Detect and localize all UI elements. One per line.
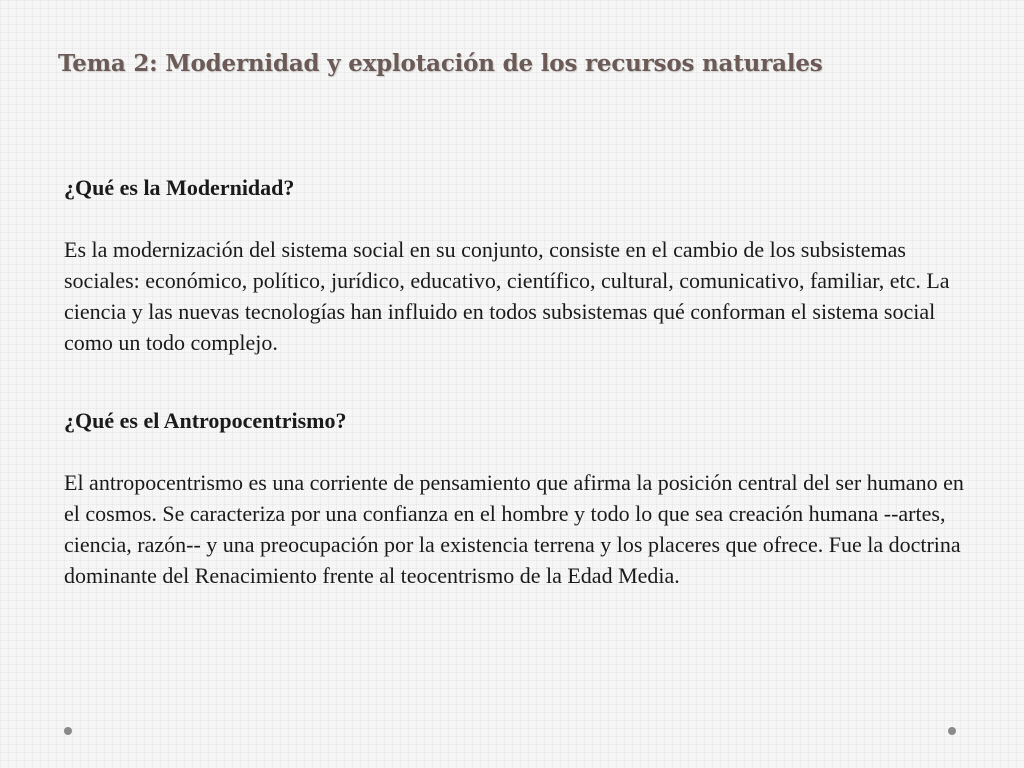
- corner-dot-left-icon: [64, 727, 72, 735]
- slide-title: Tema 2: Modernidad y explotación de los recursos naturales: [58, 50, 823, 77]
- section-heading-modernidad: ¿Qué es la Modernidad?: [64, 175, 295, 200]
- section-body-modernidad: Es la modernización del sistema social en su conjunto, consiste en el cambio de los subsistemas sociales: económico, político, jurídico, educativo, científico, cultural, comunicativo, familiar, etc. La ciencia y las nuevas tecnologías han influido en todos subsistemas qué conforman el sistema social como un todo complejo.: [64, 237, 950, 355]
- section-body-antropocentrismo: El antropocentrismo es una corriente de pensamiento que afirma la posición central del ser humano en el cosmos. Se caracteriza por una confianza en el hombre y todo lo que sea creación humana --artes, ciencia, razón-- y una preocupación por la existencia terrena y los placeres que ofrece. Fue la doctrina dominante del Renacimiento frente al teocentrismo de la Edad Media.: [64, 470, 964, 588]
- slide-content: [64, 172, 964, 591]
- section-heading-antropocentrismo: ¿Qué es el Antropocentrismo?: [64, 408, 347, 433]
- corner-dot-right-icon: [948, 727, 956, 735]
